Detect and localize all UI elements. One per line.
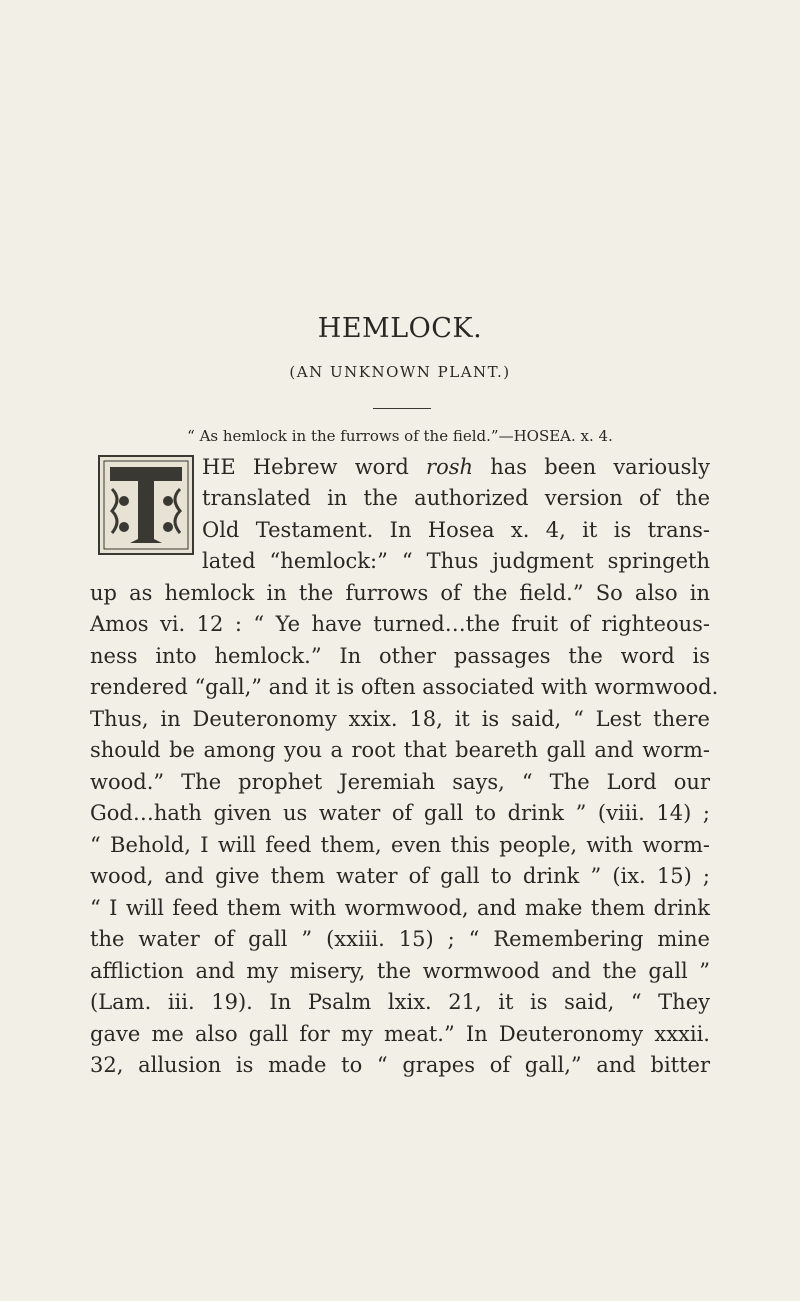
- title-divider: [373, 408, 431, 409]
- body-line: the water of gall ” (xxiii. 15) ; “ Remembering mine: [90, 927, 710, 951]
- chapter-subtitle: (AN UNKNOWN PLANT.): [289, 363, 511, 381]
- body-line: “ I will feed them with wormwood, and make them drink: [90, 896, 710, 920]
- ornamental-initial-t-icon: [98, 455, 194, 555]
- dropcap-ornament-icon: [100, 457, 192, 553]
- body-line: rendered “gall,” and it is often associated with wormwood.: [90, 675, 719, 699]
- body-line: (Lam. iii. 19). In Psalm lxix. 21, it is said, “ They: [90, 990, 710, 1014]
- body-line: HE Hebrew word rosh has been variously: [202, 455, 710, 479]
- body-line: lated “hemlock:” “ Thus judgment springeth: [202, 549, 710, 573]
- body-line: should be among you a root that beareth gall and worm-: [90, 738, 710, 762]
- body-line: up as hemlock in the furrows of the field.” So also in: [90, 581, 710, 605]
- body-line: translated in the authorized version of the: [202, 486, 710, 510]
- body-line: gave me also gall for my meat.” In Deuteronomy xxxii.: [90, 1022, 710, 1046]
- body-line: wood, and give them water of gall to drink ” (ix. 15) ;: [90, 864, 710, 888]
- body-line: Amos vi. 12 : “ Ye have turned…the fruit of righteous-: [90, 612, 710, 636]
- body-line: wood.” The prophet Jeremiah says, “ The Lord our: [90, 770, 710, 794]
- body-line: Thus, in Deuteronomy xxix. 18, it is said, “ Lest there: [90, 707, 710, 731]
- chapter-title: HEMLOCK.: [317, 313, 483, 344]
- epigraph: “ As hemlock in the furrows of the field.”—HOSEA. x. 4.: [187, 427, 613, 445]
- body-line: Old Testament. In Hosea x. 4, it is trans-: [202, 518, 710, 542]
- body-line: affliction and my misery, the wormwood and the gall ”: [90, 959, 710, 983]
- body-line: “ Behold, I will feed them, even this people, with worm-: [90, 833, 710, 857]
- body-line: ness into hemlock.” In other passages the word is: [90, 644, 710, 668]
- body-line: 32, allusion is made to “ grapes of gall,” and bitter: [90, 1053, 710, 1077]
- body-line: God…hath given us water of gall to drink ” (viii. 14) ;: [90, 801, 710, 825]
